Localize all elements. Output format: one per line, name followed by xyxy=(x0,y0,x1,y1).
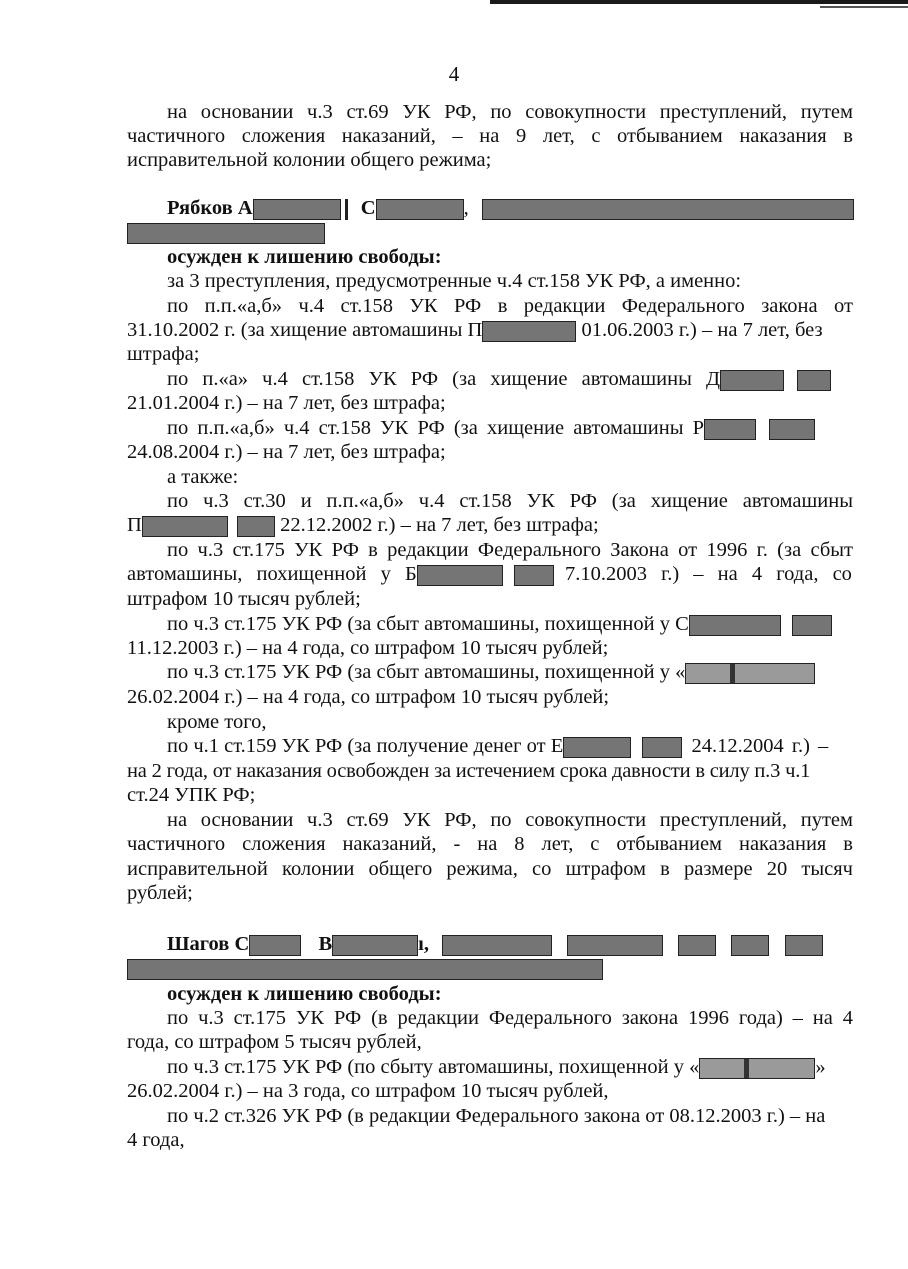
text-line: 26.02.2004 г.) – на 4 года, со штрафом 10 тысяч рублей; xyxy=(127,686,610,708)
redaction-box xyxy=(731,935,769,956)
text-line: штрафом 10 тысяч рублей; xyxy=(127,588,361,610)
text-line xyxy=(127,318,853,342)
redaction-box xyxy=(769,419,815,440)
redaction-box xyxy=(689,615,781,636)
redaction-box xyxy=(345,199,348,220)
text-fragment: 7.10.2003 г.) – на 4 года, со xyxy=(565,563,852,585)
text-line xyxy=(167,367,853,391)
text-line: 24.08.2004 г.) – на 7 лет, без штрафа; xyxy=(127,441,446,463)
text-line xyxy=(167,1055,853,1079)
text-fragment: по п.п.«а,б» ч.4 ст.158 УК РФ (за хищение автомашины Р xyxy=(167,417,705,439)
text-fragment: 24.12.2004 г.) – xyxy=(691,735,829,757)
text-fragment: по ч.3 ст.175 УК РФ (за сбыт автомашины, похищенной у « xyxy=(167,661,686,683)
redaction-box xyxy=(567,935,663,956)
text-line: 26.02.2004 г.) – на 3 года, со штрафом 10 тысяч рублей, xyxy=(127,1080,609,1102)
section-heading: осужден к лишению свободы: xyxy=(167,246,442,268)
text-line: по п.п.«а,б» ч.4 ст.158 УК РФ в редакции Федерального закона от xyxy=(167,295,853,317)
text-line: частичного сложения наказаний, - на 8 лет, с отбыванием наказания в xyxy=(127,833,853,855)
text-line: на 2 года, от наказания освобожден за истечением срока давности в силу п.3 ч.1 xyxy=(127,760,811,782)
text-fragment: 31.10.2002 г. (за хищение автомашины П xyxy=(127,319,483,341)
text-line: года, со штрафом 5 тысяч рублей, xyxy=(127,1031,422,1053)
text-fragment: » xyxy=(815,1056,826,1078)
text-fragment: по ч.3 ст.175 УК РФ (за сбыт автомашины, похищенной у С xyxy=(167,613,689,635)
redaction-box xyxy=(699,1058,815,1079)
page-number: 4 xyxy=(448,62,460,86)
text-line: по ч.3 ст.175 УК РФ (в редакции Федерального закона 1996 года) – на 4 xyxy=(167,1007,853,1029)
text-line: 4 года, xyxy=(127,1129,185,1151)
redaction-box xyxy=(482,321,576,342)
defendant-name: Рябков А xyxy=(167,197,253,219)
text-fragment: 22.12.2002 г.) – на 7 лет, без штрафа; xyxy=(280,514,599,536)
redaction-box xyxy=(563,737,631,758)
top-rule-secondary xyxy=(820,6,908,8)
text-fragment: П xyxy=(127,514,142,536)
redaction-box xyxy=(376,199,464,220)
text-line: на основании ч.3 ст.69 УК РФ, по совокупности преступлений, путем xyxy=(167,101,853,123)
text-fragment: по ч.1 ст.159 УК РФ (за получение денег от Е xyxy=(167,735,564,757)
text-fragment: по п.«а» ч.4 ст.158 УК РФ (за хищение автомашины Д xyxy=(167,368,720,390)
redaction-box xyxy=(642,737,682,758)
redaction-box xyxy=(442,935,552,956)
text-line xyxy=(167,734,853,758)
text-line: частичного сложения наказаний, – на 9 лет, с отбыванием наказания в xyxy=(127,125,853,147)
redaction-box xyxy=(127,223,325,244)
text-line: исправительной колонии общего режима, со штрафом в размере 20 тысяч xyxy=(127,858,853,880)
text-line: за 3 преступления, предусмотренные ч.4 ст.158 УК РФ, а именно: xyxy=(167,270,742,292)
top-rule xyxy=(490,0,908,4)
redaction-box xyxy=(482,199,854,220)
text-fragment: по ч.3 ст.175 УК РФ (по сбыту автомашины, похищенной у « xyxy=(167,1056,700,1078)
text-line: 11.12.2003 г.) – на 4 года, со штрафом 10 тысяч рублей; xyxy=(127,637,609,659)
redaction-box xyxy=(253,199,341,220)
text-line: ст.24 УПК РФ; xyxy=(127,784,256,806)
redaction-line xyxy=(127,220,853,244)
text-line: рублей; xyxy=(127,882,193,904)
comma: ı, xyxy=(418,933,429,955)
text-line xyxy=(167,660,853,684)
defendant-initial: С xyxy=(360,197,376,219)
redaction-box xyxy=(417,565,503,586)
redaction-line xyxy=(127,956,853,980)
text-line xyxy=(127,513,853,537)
text-line: 21.01.2004 г.) – на 7 лет, без штрафа; xyxy=(127,392,446,414)
redaction-box xyxy=(127,959,603,980)
redaction-box xyxy=(142,516,228,537)
redaction-box xyxy=(797,370,831,391)
redaction-box xyxy=(249,935,301,956)
redaction-box xyxy=(792,615,832,636)
text-line: кроме того, xyxy=(167,711,267,733)
text-line: по ч.3 ст.30 и п.п.«а,б» ч.4 ст.158 УК РФ (за хищение автомашины xyxy=(167,490,853,512)
section-heading: осужден к лишению свободы: xyxy=(167,983,442,1005)
defendant-header-shagov xyxy=(167,932,853,956)
text-line xyxy=(167,416,853,440)
text-line: исправительной колонии общего режима; xyxy=(127,149,492,171)
text-line xyxy=(167,612,853,636)
text-fragment: автомашины, похищенной у Б xyxy=(127,563,417,585)
text-line: а также: xyxy=(167,466,239,488)
text-line: по ч.3 ст.175 УК РФ в редакции Федерального Закона от 1996 г. (за сбыт xyxy=(167,539,853,561)
text-line: штрафа; xyxy=(127,343,200,365)
redaction-box xyxy=(332,935,418,956)
text-line xyxy=(127,562,853,586)
redaction-box xyxy=(785,935,823,956)
defendant-initial: В xyxy=(318,933,333,955)
comma: , xyxy=(463,197,469,219)
redaction-box xyxy=(514,565,554,586)
defendant-name: Шагов С xyxy=(167,933,250,955)
defendant-header-ryabkov xyxy=(167,196,853,220)
redaction-box xyxy=(704,419,756,440)
redaction-box xyxy=(685,663,815,684)
text-line: по ч.2 ст.326 УК РФ (в редакции Федерального закона от 08.12.2003 г.) – на xyxy=(167,1105,826,1127)
redaction-box xyxy=(720,370,784,391)
text-fragment: 01.06.2003 г.) – на 7 лет, без xyxy=(581,319,823,341)
redaction-box xyxy=(678,935,716,956)
text-line: на основании ч.3 ст.69 УК РФ, по совокупности преступлений, путем xyxy=(167,809,853,831)
redaction-box xyxy=(237,516,275,537)
